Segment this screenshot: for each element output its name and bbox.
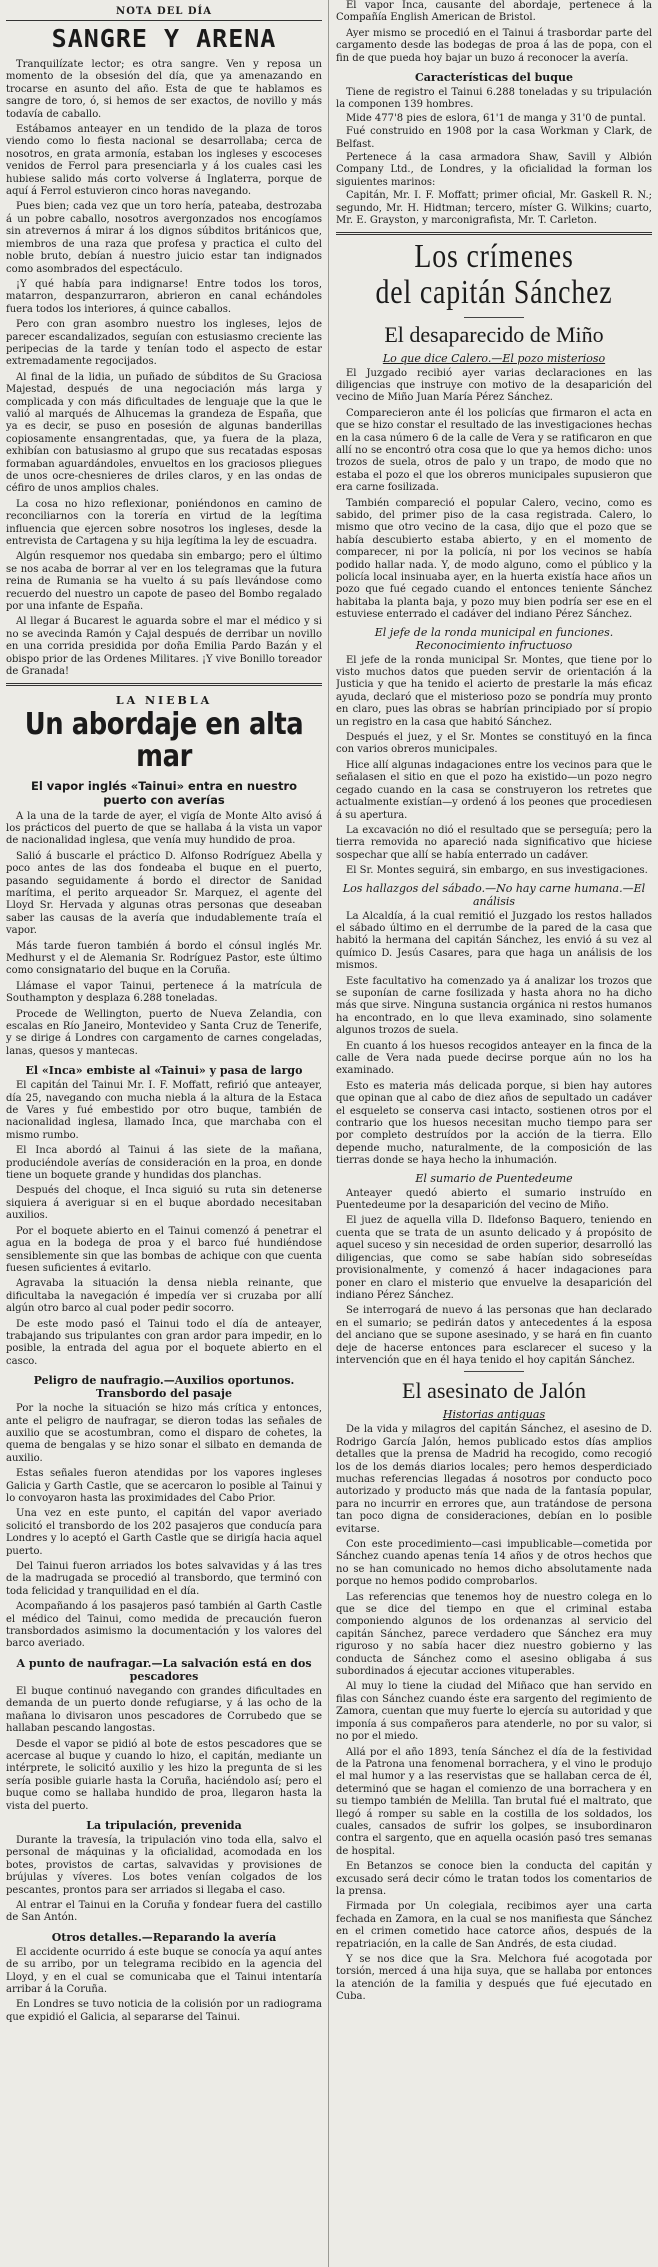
paragraph: Al llegar á Bucarest le aguarda sobre el mar el médico y si no se avecinda Ramón y Cajal después de derribar un novillo en una corrida presidida por doña Emilia Pardo Bazán y el obispo prior de las Ordenes Militares. ¡Y vive Bonillo toreador de Granada! bbox=[6, 616, 322, 678]
paragraph: La Alcaldía, á la cual remitió el Juzgado los restos hallados el sábado último en el derrumbe de la pared de la casa que habitó la hermana del capitán Sánchez, les envió á su vez al químico D. Jesús Casares, para que haga un análisis de los mismos. bbox=[336, 910, 652, 972]
paragraph: De la vida y milagros del capitán Sánchez, el asesino de D. Rodrigo García Jalón, hemos publicado estos días amplios detalles que la prensa de Madrid ha recogido, como recogió los de los demás diarios locales; pero hemos desperdiciado muchas referencias llegadas á nosotros por conducto poco autorizado y producto más que nada de la fantasía popular, para no incurrir en errores que, aun tratándose de persona tan poco digna de consideraciones, debían en lo posible evitarse. bbox=[336, 1424, 652, 1535]
otros-subtitle: Otros detalles.—Reparando la avería bbox=[51, 1930, 277, 1944]
paragraph: Algún resquemor nos quedaba sin embargo; pero el último se nos acaba de borrar al ver en los telegramas que la futura reina de Rumania se ha vuelto á su país llevándose como recuerdo del nuestro un capote de paseo del Bombo regalado por una infante de España. bbox=[6, 551, 322, 613]
abordaje-article bbox=[6, 811, 322, 1059]
paragraph: En cuanto á los huesos recogidos anteayer en la finca de la calle de Vera nada puede decirse porque aún no los ha examinado. bbox=[336, 1040, 652, 1077]
paragraph: Durante la travesía, la tripulación vino toda ella, salvo el personal de máquinas y la oficialidad, acomodada en los botes, provistos de cartas, salvavidas y provisiones de brújulas y víveres. Los botes venían colgados de los pescantes, prontos para ser arriados si llegaba el caso. bbox=[6, 1834, 322, 1896]
paragraph: En Londres se tuvo noticia de la colisión por un radiograma que expidió el Galicia, al separarse del Tainui. bbox=[6, 1999, 322, 2023]
sangre-title: SANGRE Y ARENA bbox=[51, 24, 277, 53]
paragraph: Al muy lo tiene la ciudad del Miñaco que han servido en filas con Sánchez cuando éste era sargento del regimiento de Zamora, cuentan que muy fuerte lo ejercía su autoridad y que imponía á sus compañeros para atenderle, no por su valor, si no por el miedo. bbox=[336, 1681, 652, 1743]
paragraph: Comparecieron ante él los policías que firmaron el acta en que se hizo constar el resultado de las investigaciones hechas en la casa número 6 de la calle de Vera y se ratificaron en que allí no se encontró otra cosa que lo que ya hemos dicho: unos trozos de suela, otros de palo y un trapo, de modo que no estaba el pozo el que los obreros municipales supusieron que era carne fosilizada. bbox=[336, 407, 652, 494]
calero-article bbox=[336, 368, 652, 622]
paragraph: Desde el vapor se pidió al bote de estos pescadores que se acercase al buque y cuando lo hizo, el capitán, mediante un intérprete, le solicitó auxilio y les hizo la pregunta de si les sería posible guiarle hasta la Coruña, haciéndolo así; pero el buque como se hallaba hundido de proa, llegaron hasta la vista del puerto. bbox=[6, 1738, 322, 1812]
sumario-article bbox=[336, 1188, 652, 1368]
paragraph: Al final de la lidia, un puñado de súbditos de Su Graciosa Majestad, después de una negociación más larga y complicada y con más dificultades de lenguaje que la que le valió al marqués de Alhucemas la grandeza de España, que ya es decir, se puso en posesión de algunas banderillas copiosamente ensangrentadas, que, ya fuera de la plaza, exhibían con batusiasmo al grupo que sus recatadas esposas formaban aguardándoles, envueltos en los graciosos pliegues de unos ocre-chesnieres de driles claros, y en las ondas de céfiro de unos amplios chales. bbox=[6, 371, 322, 495]
punto-article bbox=[6, 1686, 322, 1813]
paragraph: Salió á buscarle el práctico D. Alfonso Rodríguez Abella y poco antes de las dos fondeaba el buque en el puerto, pasando seguidamente á bordo el director de Sanidad marítima, el perito arqueador Sr. Marquez, el agente del Lloyd Sr. Hervada y algunas otras personas que deseaban saber las causas de la avería que indudablemente traía el vapor. bbox=[6, 850, 322, 937]
right-column bbox=[336, 0, 652, 2267]
paragraph: Allá por el año 1893, tenía Sánchez el día de la festividad de la Patrona una fenomenal borrachera, y el vino le produjo el mal humor y a las reservistas que se hallaban cerca de él, determinó que se hagan el comienzo de una borrachera y en su tiempo también de Melilla. Tan brutal fué el maltrato, que llegó á romper su sable en la costilla de los soldados, los cuales, cansados de sufrir los golpes, se insubordinaron contra el sargento, que en aquella ocasión pasó tres semanas de hospital. bbox=[336, 1746, 652, 1857]
paragraph: A la una de la tarde de ayer, el vigía de Monte Alto avisó á los prácticos del puerto de que se hallaba á la vista un vapor de nacionalidad inglesa, que venía muy hundido de proa. bbox=[6, 810, 322, 847]
paragraph: Estábamos anteayer en un tendido de la plaza de toros viendo como lo fiesta nacional se desarrollaba; cerca de nosotros, en grata armonía, estaban los ingleses y escoceses venidos de Ferrol para presenciarla y á los cuales casi les hubiese salido más corto volverse á Inglaterra, porque de aquí á Ferrol estuvieron cinco horas navegando. bbox=[6, 124, 322, 198]
divider bbox=[6, 20, 322, 21]
jefe-subtitle: El jefe de la ronda municipal en funciones. Reconocimiento infructuoso bbox=[374, 625, 614, 652]
crimenes-title-line2: del capitán Sánchez bbox=[375, 273, 613, 311]
paragraph: El Juzgado recibió ayer varias declaraciones en las diligencias que instruye con motivo de la desaparición del vecino de Miño Juan María Pérez Sánchez. bbox=[336, 367, 652, 404]
peligro-subtitle: Peligro de naufragio.—Auxilios oportunos. Transbordo del pasaje bbox=[33, 1374, 295, 1401]
jalon-title: El asesinato de Jalón bbox=[402, 1378, 586, 1404]
calero-subtitle: Lo que dice Calero.—El pozo misterioso bbox=[382, 351, 606, 365]
paragraph: Con este procedimiento—casi impublicable—cometida por Sánchez cuando apenas tenía 14 años y de otros hechos que no se han comunicado no hemos dicho absolutamente nada porque no hemos podido comprobarlos. bbox=[336, 1539, 652, 1588]
paragraph: Llámase el vapor Tainui, pertenece á la matrícula de Southampton y desplaza 6.288 toneladas. bbox=[6, 980, 322, 1005]
paragraph: Agravaba la situación la densa niebla reinante, que dificultaba la navegación é impedía ver si cruzaba por allí algún otro barco al cual poder pedir socorro. bbox=[6, 1278, 322, 1315]
abordaje-subtitle: El vapor inglés «Tainui» entra en nuestro puerto con averías bbox=[30, 778, 298, 807]
paragraph: El accidente ocurrido á este buque se conocía ya aquí antes de su arribo, por un telegrama recibido en la agencia del Lloyd, y en el cual se comunicaba que el Tainui intentaría arribar á la Coruña. bbox=[6, 1946, 322, 1995]
paragraph: Después el juez, y el Sr. Montes se constituyó en la finca con varios obreros municipales. bbox=[336, 732, 652, 756]
paragraph: ¡Y qué había para indignarse! Entre todos los toros, matarron, despanzurraron, abrieron en canal echándoles fuera todos los interiores, á quince caballos. bbox=[6, 278, 322, 315]
inca-subtitle: El «Inca» embiste al «Tainui» y pasa de largo bbox=[25, 1064, 303, 1078]
paragraph: El buque continuó navegando con grandes dificultades en demanda de un puerto donde refugiarse, y á las ocho de la mañana lo divisaron unos pescadores de Corrubedo que se hallaban pescando langostas. bbox=[6, 1685, 322, 1735]
hallazgos-subtitle: Los hallazgos del sábado.—No hay carne humana.—El análisis bbox=[342, 881, 646, 908]
paragraph: Capitán, Mr. I. F. Moffatt; primer oficial, Mr. Gaskell R. N.; segundo, Mr. H. Hidtman; tercero, míster G. Wilkins; cuarto, Mr. E. Grayston, y marconigrafista, Mr. T. Carleton. bbox=[336, 190, 652, 227]
paragraph: La excavación no dió el resultado que se perseguía; pero la tierra removida no apareció nada significativo que hiciese sospechar que allí se había enterrado un cadáver. bbox=[336, 824, 652, 861]
left-column bbox=[6, 0, 322, 2267]
paragraph: Anteayer quedó abierto el sumario instruído en Puentedeume por la desaparición del vecino de Miño. bbox=[336, 1187, 652, 1212]
paragraph: Pues bien; cada vez que un toro hería, pateaba, destrozaba á un pobre caballo, nosotros avergonzados nos encogíamos sin atrevernos á mirar á los dignos súbditos británicos que, miembros de una raza que profesa y practica el culto del noble bruto, debían á nuestro juicio estar tan indignados como asombrados del espectáculo. bbox=[6, 201, 322, 275]
paragraph: Pero con gran asombro nuestro los ingleses, lejos de parecer escandalizados, seguían con estusiasmo creciente las peripecias de la tarde y tenían todo el aspecto de estar extremadamente regocijados. bbox=[6, 319, 322, 368]
paragraph: Mide 477'8 pies de eslora, 61'1 de manga y 31'0 de puntal. bbox=[346, 112, 646, 124]
crimenes-title-line1: Los crímenes bbox=[414, 237, 574, 275]
paragraph: El vapor Inca, causante del abordaje, pertenece á la Compañía English American de Bristol. bbox=[336, 0, 652, 24]
paragraph: Por la noche la situación se hizo más crítica y entonces, ante el peligro de naufragar, se dieron todas las señales de auxilio que se acostumbran, como el disparo de cohetes, la quema de bengalas y se hizo sonar el silbato en demanda de auxilio. bbox=[6, 1403, 322, 1464]
paragraph: Tranquilízate lector; es otra sangre. Ven y reposa un momento de la obsesión del día, que ya amenazando en trocarse en asunto del año. Esta de que te hablamos es sangre de toro, ó, si hemos de ser exactos, de novillo y más todavía de caballo. bbox=[6, 59, 322, 120]
divider bbox=[6, 683, 322, 686]
paragraph: Se interrogará de nuevo á las personas que han declarado en el sumario; se pedirán datos y antecedentes á la esposa del anciano que se supone asesinado, y se hará en fin cuanto deje de hacerse entonces para esclarecer el suceso y la intervención que en él haya tenido el hoy capitán Sánchez. bbox=[336, 1305, 652, 1366]
punto-subtitle: A punto de naufragar.—La salvación está en dos pescadores bbox=[16, 1656, 312, 1683]
paragraph: La cosa no hizo reflexionar, poniéndonos en camino de reconciliarnos con la torería en virtud de la legítima influencia que ejercen sobre nosotros los ingleses, desde la entrevista de Cartagena y su hija legítima la ley de escuadra. bbox=[6, 498, 322, 548]
paragraph: Una vez en este punto, el capitán del vapor averiado solicitó el transbordo de los 202 pasajeros que conducía para Londres y lo aceptó el Garth Castle que se dirigía hacia aquel puerto. bbox=[6, 1508, 322, 1557]
divider bbox=[464, 1371, 524, 1372]
tripulacion-article bbox=[6, 1835, 322, 1925]
historias-article bbox=[336, 1424, 652, 2003]
paragraph: Al entrar el Tainui en la Coruña y fondear fuera del castillo de San Antón. bbox=[6, 1899, 322, 1924]
niebla-rubric: LA NIEBLA bbox=[115, 693, 213, 707]
paragraph: Pertenece á la casa armadora Shaw, Savill y Albión Company Ltd., de Londres, y la oficialidad la forman los siguientes marinos: bbox=[336, 152, 652, 188]
divider bbox=[336, 232, 652, 235]
paragraph: El jefe de la ronda municipal Sr. Montes, que tiene por lo visto muchos datos que pueden servir de orientación á la Justicia y que ha tenido el acierto de prestarle la más eficaz ayuda, declaró que el misterioso pozo se pondría muy pronto en claro, pues las obras se habrían principiado por sí propio un registro en la casa que habitó Sánchez. bbox=[336, 654, 652, 728]
mino-title: El desaparecido de Miño bbox=[384, 321, 604, 347]
paragraph: El Inca abordó al Tainui á las siete de la mañana, produciéndole averías de consideración en la proa, en donde tiene un boquete grande y hundidas dos planchas. bbox=[6, 1145, 322, 1182]
paragraph: Del Tainui fueron arriados los botes salvavidas y á las tres de la madrugada se procedió al transbordo, que terminó con toda felicidad y tranquilidad en el día. bbox=[6, 1561, 322, 1597]
inca-continuation bbox=[336, 0, 652, 65]
tripulacion-subtitle: La tripulación, prevenida bbox=[86, 1818, 242, 1832]
sangre-article bbox=[6, 59, 322, 679]
paragraph: Ayer mismo se procedió en el Tainui á trasbordar parte del cargamento desde las bodegas de proa á las de popa, con el fin de que pueda hoy bajar un buzo á reconocer la avería. bbox=[336, 27, 652, 64]
paragraph: Acompañando á los pasajeros pasó también al Garth Castle el médico del Tainui, como medida de precaución fueron transbordados asimismo la documentación y los valores del barco averiado. bbox=[6, 1601, 322, 1650]
caracteristicas-subtitle: Características del buque bbox=[415, 71, 573, 85]
paragraph: Después del choque, el Inca siguió su ruta sin detenerse siquiera á averiguar si en el buque abordado necesitaban auxilios. bbox=[6, 1185, 322, 1222]
nota-rubric: NOTA DEL DÍA bbox=[116, 6, 212, 17]
historias-subtitle: Historias antiguas bbox=[442, 1408, 546, 1422]
paragraph: Firmada por Un colegiala, recibimos ayer una carta fechada en Zamora, en la cual se nos manifiesta que Sánchez en el crimen cometido hace catorce años, después de la repatriación, en la calle de San Andrés, de esta ciudad. bbox=[336, 1901, 652, 1950]
paragraph: El capitán del Tainui Mr. I. F. Moffatt, refirió que anteayer, día 25, navegando con mucha niebla á la altura de la Estaca de Vares y fué embestido por otro buque, también de nacionalidad inglesa, llamado Inca, que marchaba con el mismo rumbo. bbox=[6, 1080, 322, 1141]
paragraph: Hice allí algunas indagaciones entre los vecinos para que le señalasen el sitio en que el pozo ha existido—un pozo negro cegado cuando en la casa se construyeron los retretes que actualmente existían—y ordenó á los peones que procediesen á su apertura. bbox=[336, 759, 652, 821]
hallazgos-article bbox=[336, 911, 652, 1168]
paragraph: El juez de aquella villa D. Ildefonso Baquero, teniendo en cuenta que se trata de un asunto delicado y á propósito de aquel suceso y sin necesidad de orden superior, desarrolló las diligencias, que como se sabe habían sido sobreseídas provisionalmente, y comenzó á hacer indagaciones para poner en claro el misterio que envuelve la desaparición del indiano Pérez Sánchez. bbox=[336, 1215, 652, 1301]
caracteristicas-article bbox=[336, 87, 652, 227]
paragraph: Por el boquete abierto en el Tainui comenzó á penetrar el agua en la bodega de proa y el barco fué hundiéndose sensiblemente sin que las bombas de achique con que cuenta fuesen suficientes á evitarlo. bbox=[6, 1225, 322, 1274]
paragraph: El Sr. Montes seguirá, sin embargo, en sus investigaciones. bbox=[346, 865, 648, 877]
paragraph: Estas señales fueron atendidas por los vapores ingleses Galicia y Garth Castle, que se acercaron lo posible al Tainui y lo convoyaron hasta las proximidades del Cabo Prior. bbox=[6, 1468, 322, 1504]
paragraph: De este modo pasó el Tainui todo el día de anteayer, trabajando sus tripulantes con gran ardor para impedir, en lo posible, la entrada del agua por el boquete abierto en el casco. bbox=[6, 1318, 322, 1367]
divider bbox=[464, 317, 524, 318]
paragraph: Procede de Wellington, puerto de Nueva Zelandia, con escalas en Río Janeiro, Montevideo y Santa Cruz de Tenerife, y se dirige á Londres con cargamento de carnes congeladas, lanas, quesos y mantecas. bbox=[6, 1008, 322, 1057]
paragraph: Esto es materia más delicada porque, si bien hay autores que opinan que al cabo de diez años de sepultado un cadáver el esqueleto se conserva casi intacto, sostienen otros por el contrario que los huesos necesitan mucho tiempo para ser por completo destruídos por la acción de la tierra. Ello depende mucho, naturalmente, de la composición de las tierras donde se haya hecho la inhumación. bbox=[336, 1080, 652, 1167]
abordaje-title: Un abordaje en alta mar bbox=[24, 706, 304, 774]
column-rule bbox=[328, 0, 329, 2267]
paragraph: Y se nos dice que la Sra. Melchora fué acogotada por torsión, merced á una hija suya, que se hallaba por entonces la atención de la familia y después que fué ejecutado en Cuba. bbox=[336, 1954, 652, 2003]
otros-article bbox=[6, 1947, 322, 2024]
inca-article bbox=[6, 1080, 322, 1368]
paragraph: Tiene de registro el Tainui 6.288 toneladas y su tripulación la componen 139 hombres. bbox=[336, 87, 652, 111]
paragraph: Más tarde fueron también á bordo el cónsul inglés Mr. Medhurst y el de Alemania Sr. Rodríguez Pastor, este último como consignatario del buque en la Coruña. bbox=[6, 940, 322, 977]
jefe-article bbox=[336, 655, 652, 878]
paragraph: Este facultativo ha comenzado ya á analizar los trozos que se suponían de carne fosilizada y hasta ahora no ha dicho más que sirve. Ninguna sustancia orgánica ni restos humanos ha encontrado, en lo que lleva examinado, sino solamente algunos trozos de suela. bbox=[336, 975, 652, 1037]
sumario-subtitle: El sumario de Puentedeume bbox=[415, 1171, 573, 1185]
paragraph: Fué construido en 1908 por la casa Workman y Clark, de Belfast. bbox=[336, 126, 652, 150]
paragraph: Las referencias que tenemos hoy de nuestro colega en lo que se dice del tiempo en que el criminal estaba componiendo algunos de los ordenanzas al servicio del capitán Sánchez, parece verdadero que Sánchez era muy riguroso y no sabía hacer diez nuestro gobierno y las conducta de Sánchez como el asesino obligaba á sus subordinados á ejecutar acciones vituperables. bbox=[336, 1591, 652, 1678]
paragraph: También compareció el popular Calero, vecino, como es sabido, del primer piso de la casa registrada. Calero, lo mismo que otro vecino de la casa, dijo que el pozo que se había descubierto estaba abierto, y en el momento de comparecer, ni por la policía, ni por los vecinos se había podido hallar nada. Y, de modo alguno, como el público y la policía local insinuaba ayer, en la huerta existía hace años un pozo que fué cegado cuando el entonces teniente Sánchez habitaba la planta baja, y pozo muy bien podría ser ese en el estuviese enterrado el cadáver del indiano Pérez Sánchez. bbox=[336, 497, 652, 621]
peligro-article bbox=[6, 1403, 322, 1651]
paragraph: En Betanzos se conoce bien la conducta del capitán y excusado será decir cómo le tratan todos los comentarios de la prensa. bbox=[336, 1861, 652, 1897]
